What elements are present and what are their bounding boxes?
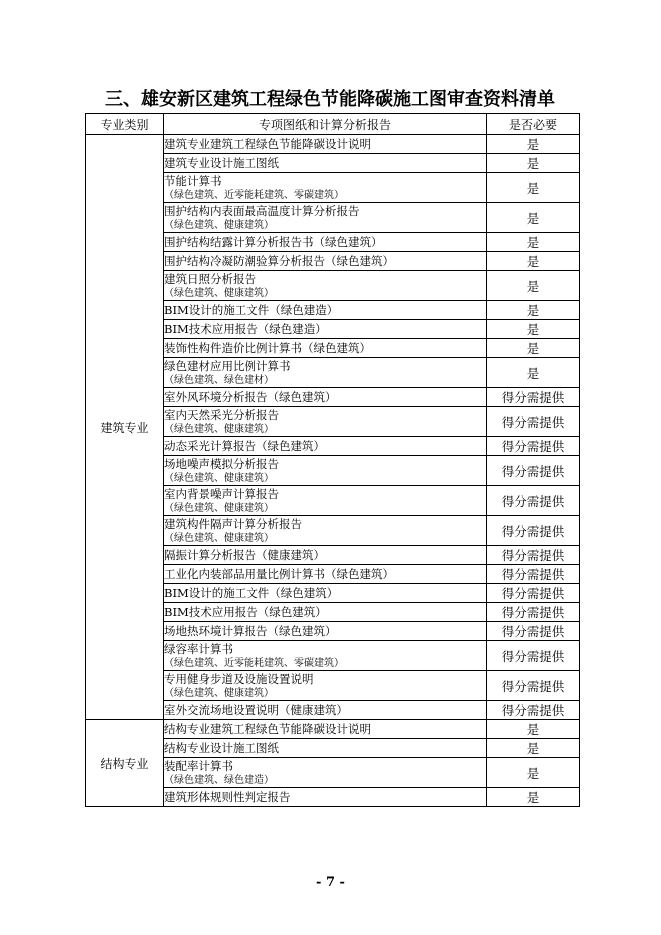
item-cell <box>164 701 487 720</box>
item-note: （绿色建筑、健康建筑） <box>164 473 274 484</box>
table-row <box>86 720 580 739</box>
table-row <box>86 135 580 154</box>
item-name: 围护结构结露计算分析报告书（绿色建筑） <box>164 235 383 249</box>
item-note: （绿色建筑、健康建筑） <box>164 688 274 699</box>
required-cell: 是 <box>487 173 580 203</box>
required-cell: 得分需提供 <box>487 701 580 720</box>
item-name: 场地热环境计算报告（绿色建筑） <box>164 624 337 638</box>
item-name: 室内背景噪声计算报告 <box>164 487 279 501</box>
header-item: 专项图纸和计算分析报告 <box>164 114 487 135</box>
item-cell <box>164 203 487 233</box>
item-cell <box>164 456 487 486</box>
item-note: （绿色建筑、健康建筑） <box>164 220 274 231</box>
item-note: （绿色建筑、近零能耗建筑、零碳建筑） <box>164 190 344 201</box>
item-cell <box>164 516 487 546</box>
required-cell: 得分需提供 <box>487 486 580 516</box>
required-cell: 是 <box>487 358 580 388</box>
item-name: 节能计算书 <box>164 174 222 188</box>
required-cell: 得分需提供 <box>487 456 580 486</box>
item-cell <box>164 173 487 203</box>
required-cell: 是 <box>487 271 580 301</box>
item-cell <box>164 486 487 516</box>
item-cell <box>164 603 487 622</box>
item-cell <box>164 271 487 301</box>
header-required: 是否必要 <box>487 114 580 135</box>
item-name: 绿容率计算书 <box>164 642 233 656</box>
required-cell: 是 <box>487 788 580 807</box>
required-cell: 是 <box>487 252 580 271</box>
item-cell <box>164 622 487 641</box>
item-note: （绿色建筑、健康建筑） <box>164 424 274 435</box>
required-cell: 得分需提供 <box>487 641 580 671</box>
required-cell: 得分需提供 <box>487 407 580 437</box>
item-cell <box>164 758 487 788</box>
required-cell: 是 <box>487 154 580 173</box>
item-note: （绿色建筑、绿色建造） <box>164 775 274 786</box>
item-cell <box>164 388 487 407</box>
item-name: 装配率计算书 <box>164 759 233 773</box>
required-cell: 是 <box>487 320 580 339</box>
item-name: 围护结构内表面最高温度计算分析报告 <box>164 204 360 218</box>
item-cell <box>164 671 487 701</box>
item-name: 专用健身步道及设施设置说明 <box>164 672 314 686</box>
item-cell <box>164 252 487 271</box>
required-cell: 得分需提供 <box>487 388 580 407</box>
item-name: 装饰性构件造价比例计算书（绿色建筑） <box>164 341 371 355</box>
item-note: （绿色建筑、健康建筑） <box>164 503 274 514</box>
item-note: （绿色建筑、近零能耗建筑、零碳建筑） <box>164 658 344 669</box>
item-cell <box>164 739 487 758</box>
required-cell: 得分需提供 <box>487 565 580 584</box>
item-cell <box>164 407 487 437</box>
item-note: （绿色建筑、健康建筑） <box>164 533 274 544</box>
item-cell <box>164 720 487 739</box>
item-cell <box>164 358 487 388</box>
item-name: 建筑专业设计施工图纸 <box>164 156 279 170</box>
item-cell <box>164 135 487 154</box>
item-name: 室外交流场地设置说明（健康建筑） <box>164 703 348 717</box>
review-checklist-table <box>85 113 580 807</box>
required-cell: 得分需提供 <box>487 437 580 456</box>
required-cell: 是 <box>487 203 580 233</box>
item-name: 建筑构件隔声计算分析报告 <box>164 517 302 531</box>
item-name: 围护结构冷凝防潮验算分析报告（绿色建筑） <box>164 254 394 268</box>
item-cell <box>164 320 487 339</box>
item-name: 室外风环境分析报告（绿色建筑） <box>164 390 337 404</box>
item-name: 建筑日照分析报告 <box>164 272 256 286</box>
required-cell: 是 <box>487 739 580 758</box>
required-cell: 得分需提供 <box>487 584 580 603</box>
item-cell <box>164 546 487 565</box>
item-name: BIM设计的施工文件（绿色建造） <box>164 303 339 317</box>
item-name: 建筑形体规则性判定报告 <box>164 790 291 804</box>
item-name: 室内天然采光分析报告 <box>164 408 279 422</box>
item-cell <box>164 233 487 252</box>
required-cell: 是 <box>487 233 580 252</box>
item-name: 结构专业设计施工图纸 <box>164 741 279 755</box>
category-cell: 建筑专业 <box>86 135 164 720</box>
item-name: 结构专业建筑工程绿色节能降碳设计说明 <box>164 722 371 736</box>
required-cell: 是 <box>487 720 580 739</box>
required-cell: 是 <box>487 758 580 788</box>
item-cell <box>164 641 487 671</box>
item-name: 场地噪声模拟分析报告 <box>164 457 279 471</box>
item-name: 绿色建材应用比例计算书 <box>164 359 291 373</box>
item-name: 动态采光计算报告（绿色建筑） <box>164 439 325 453</box>
item-name: BIM技术应用报告（绿色建筑） <box>164 605 327 619</box>
page-title: 三、雄安新区建筑工程绿色节能降碳施工图审查资料清单 <box>105 89 555 110</box>
required-cell: 得分需提供 <box>487 622 580 641</box>
page-number: - 7 - <box>316 875 345 890</box>
item-cell <box>164 565 487 584</box>
item-note: （绿色建筑、健康建筑） <box>164 288 274 299</box>
item-name: 隔振计算分析报告（健康建筑） <box>164 548 325 562</box>
required-cell: 是 <box>487 135 580 154</box>
required-cell: 得分需提供 <box>487 546 580 565</box>
item-cell <box>164 154 487 173</box>
item-cell <box>164 584 487 603</box>
item-cell <box>164 437 487 456</box>
item-name: 建筑专业建筑工程绿色节能降碳设计说明 <box>164 137 371 151</box>
item-note: （绿色建筑、绿色建材） <box>164 375 274 386</box>
item-name: BIM技术应用报告（绿色建造） <box>164 322 327 336</box>
table-header-row <box>86 114 580 135</box>
item-name: BIM设计的施工文件（绿色建筑） <box>164 586 339 600</box>
item-name: 工业化内装部品用量比例计算书（绿色建筑） <box>164 567 394 581</box>
required-cell: 是 <box>487 301 580 320</box>
required-cell: 得分需提供 <box>487 516 580 546</box>
required-cell: 得分需提供 <box>487 671 580 701</box>
item-cell <box>164 788 487 807</box>
category-cell: 结构专业 <box>86 720 164 807</box>
item-cell <box>164 301 487 320</box>
required-cell: 得分需提供 <box>487 603 580 622</box>
item-cell <box>164 339 487 358</box>
header-category: 专业类别 <box>86 114 164 135</box>
required-cell: 是 <box>487 339 580 358</box>
